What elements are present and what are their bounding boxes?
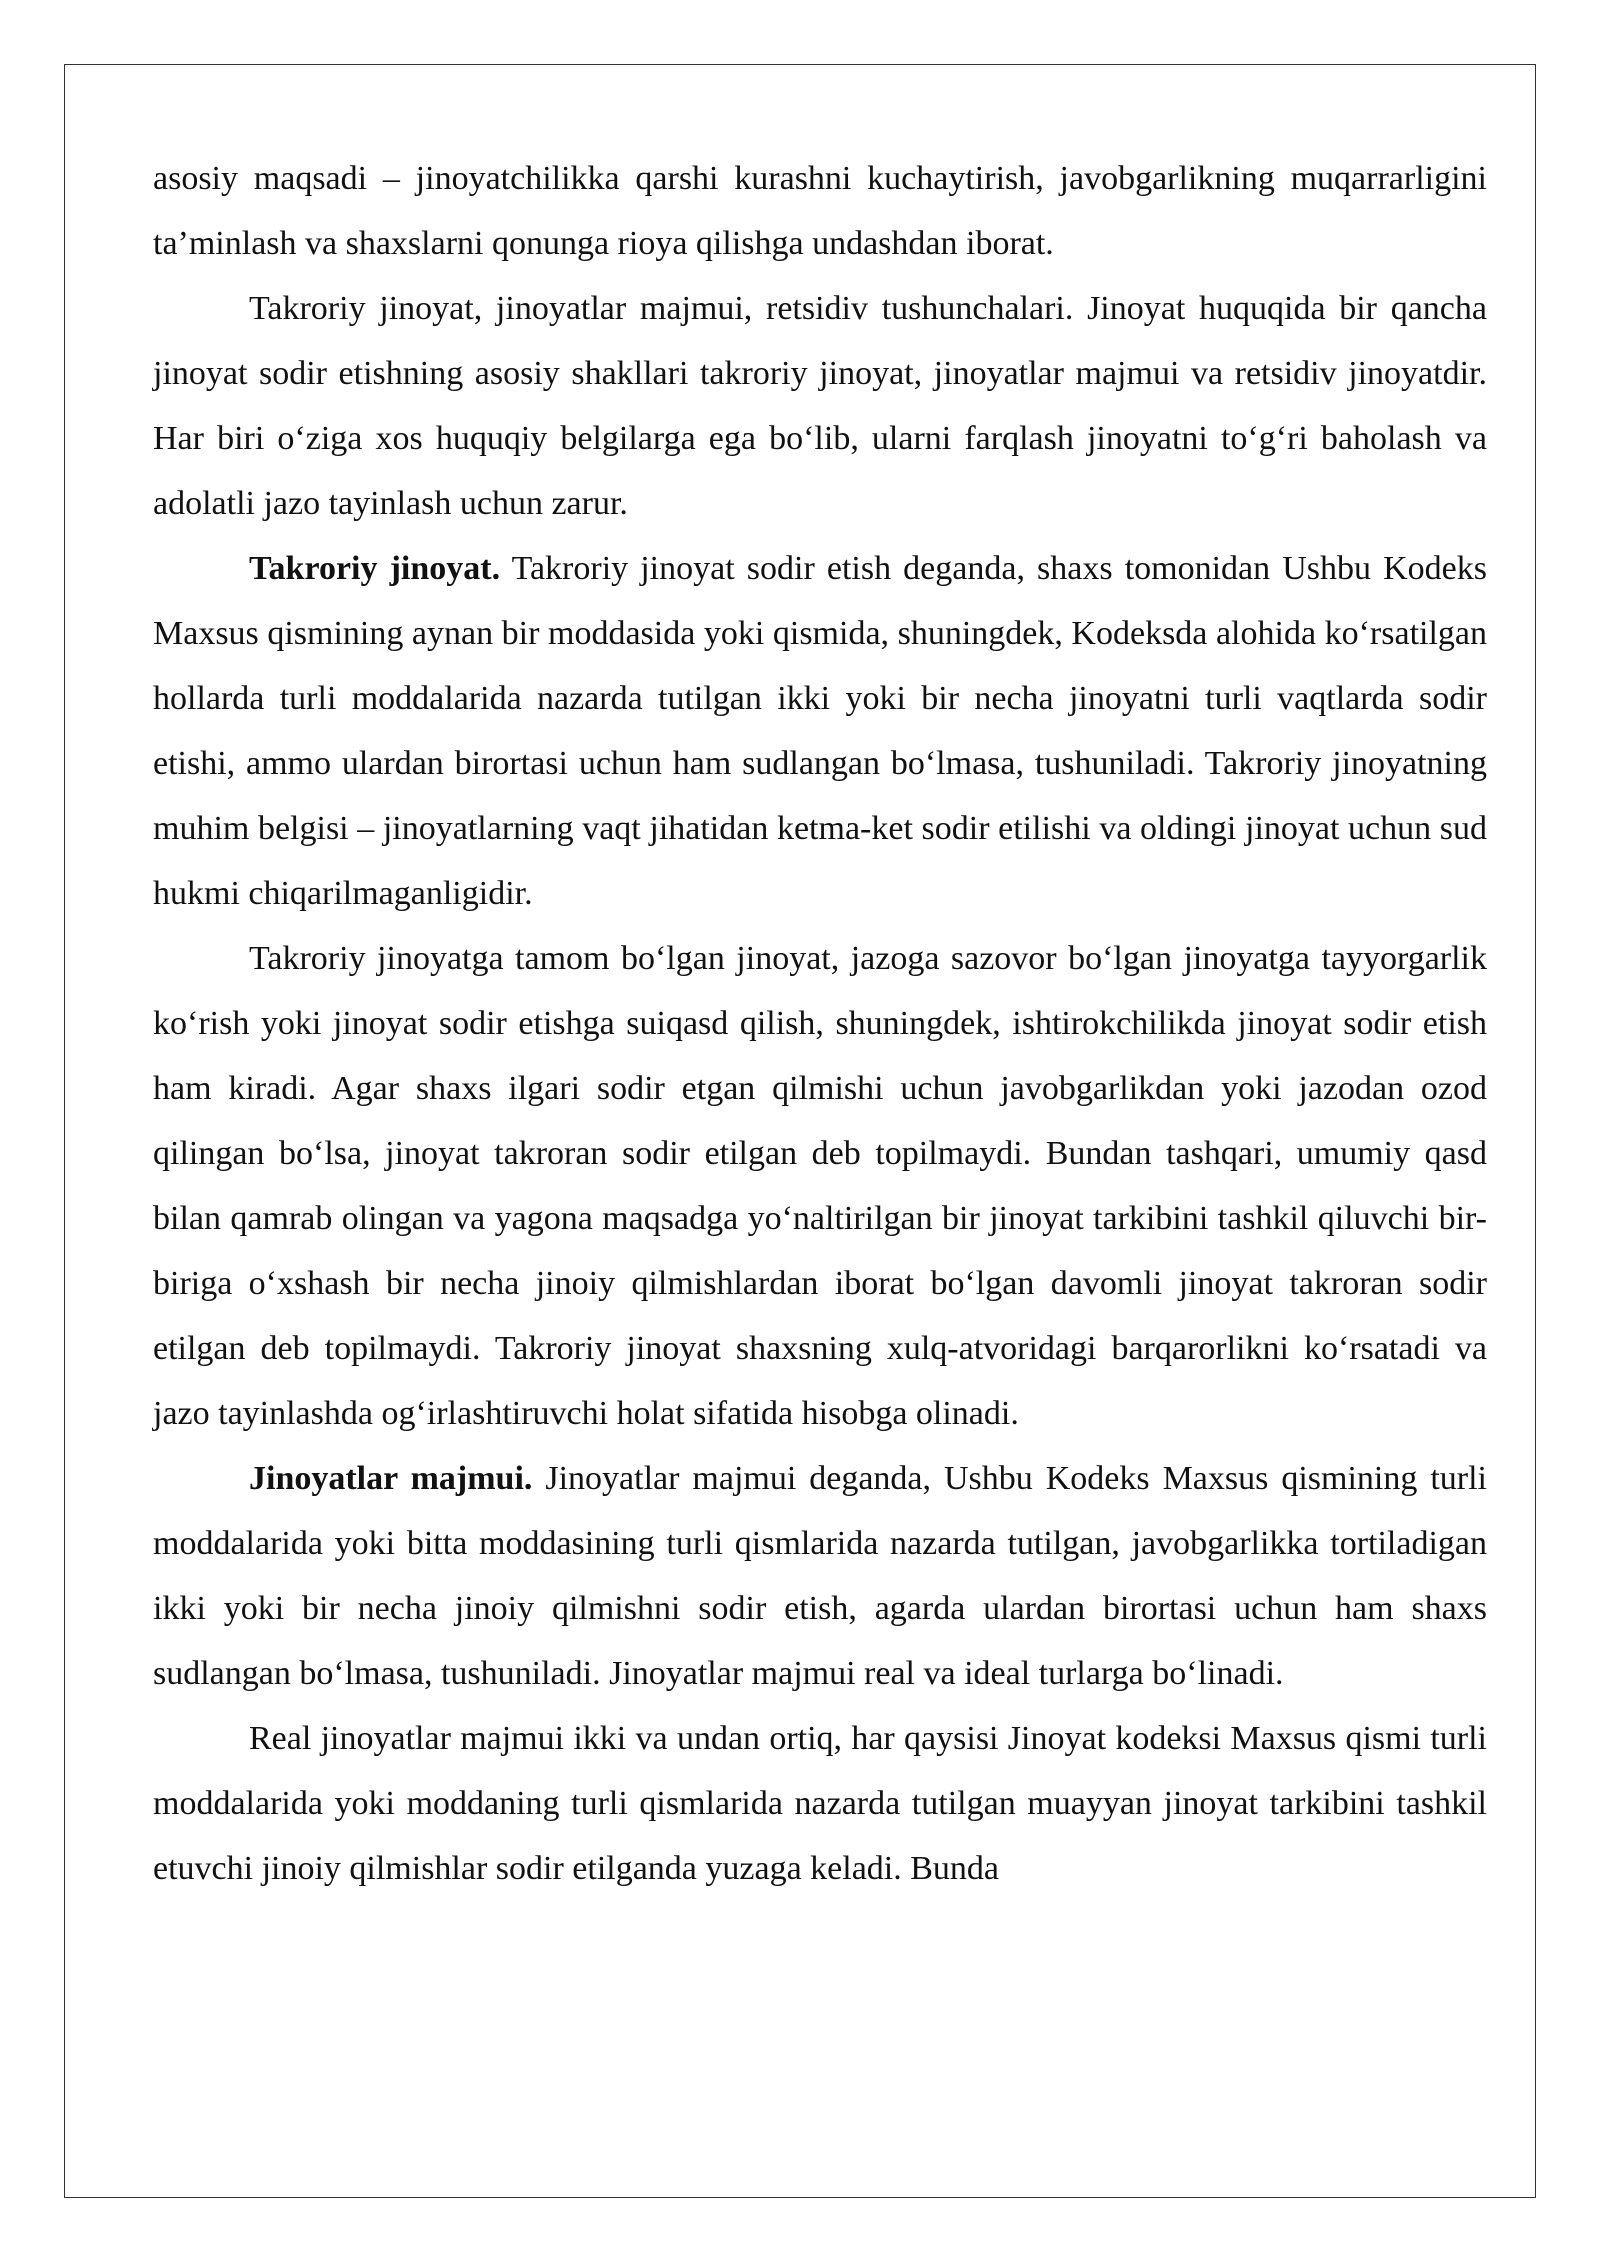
paragraph-repeated-crime-details [153, 926, 1487, 1446]
paragraph-text: Takroriy jinoyat sodir etish deganda, shaxs tomonidan Ushbu Kodeks Maxsus qismining aynan bir moddasida yoki qismida, shuningdek, Kodeksda alohida ko‘rsatilgan hollarda turli moddalarida nazarda tutilgan ikki yoki bir necha jinoyatni turli vaqtlarda sodir etishi, ammo ulardan birortasi uchun ham sudlangan bo‘lmasa, tushuniladi. Takroriy jinoyatning muhim belgisi – jinoyatlarning vaqt jihatidan ketma-ket sodir etilishi va oldingi jinoyat uchun sud hukmi chiqarilmaganligidir. [153, 550, 1487, 912]
paragraph-text: Real jinoyatlar majmui ikki va undan ortiq, har qaysisi Jinoyat kodeksi Maxsus qismi turli moddalarida yoki moddaning turli qismlarida nazarda tutilgan muayyan jinoyat tarkibini tashkil etuvchi jinoiy qilmishlar sodir etilganda yuzaga keladi. Bunda [153, 1720, 1487, 1887]
paragraph-crime-aggregate [153, 1446, 1487, 1706]
paragraph-real-aggregate [153, 1706, 1487, 1901]
paragraph-text: Takroriy jinoyatga tamom bo‘lgan jinoyat, jazoga sazovor bo‘lgan jinoyatga tayyorgarlik ko‘rish yoki jinoyat sodir etishga suiqasd qilish, shuningdek, ishtirokchilikda jinoyat sodir etish ham kiradi. Agar shaxs ilgari sodir etgan qilmishi uchun javobgarlikdan yoki jazodan ozod qilingan bo‘lsa, jinoyat takroran sodir etilgan deb topilmaydi. Bundan tashqari, umumiy qasd bilan qamrab olingan va yagona maqsadga yo‘naltirilgan bir jinoyat tarkibini tashkil qiluvchi bir-biriga o‘xshash bir necha jinoiy qilmishlardan iborat bo‘lgan davomli jinoyat takroran sodir etilgan deb topilmaydi. Takroriy jinoyat shaxsning xulq-atvoridagi barqarorlikni ko‘rsatadi va jazo tayinlashda og‘irlashtiruvchi holat sifatida hisobga olinadi. [153, 940, 1487, 1432]
paragraph-heading: Takroriy jinoyat. [249, 550, 501, 587]
paragraph-repeated-crime [153, 536, 1487, 926]
paragraph-text: Takroriy jinoyat, jinoyatlar majmui, retsidiv tushunchalari. Jinoyat huquqida bir qancha jinoyat sodir etishning asosiy shakllari takroriy jinoyat, jinoyatlar majmui va retsidiv jinoyatdir. Har biri o‘ziga xos huquqiy belgilarga ega bo‘lib, ularni farqlash jinoyatni to‘g‘ri baholash va adolatli jazo tayinlash uchun zarur. [153, 290, 1487, 522]
paragraph-concepts [153, 276, 1487, 536]
paragraph-intro-continuation [153, 146, 1487, 276]
document-body [153, 146, 1487, 1901]
paragraph-text: asosiy maqsadi – jinoyatchilikka qarshi kurashni kuchaytirish, javobgarlikning muqarrarligini ta’minlash va shaxslarni qonunga rioya qilishga undashdan iborat. [153, 160, 1487, 262]
paragraph-text: Jinoyatlar majmui deganda, Ushbu Kodeks Maxsus qismining turli moddalarida yoki bitta moddasining turli qismlarida nazarda tutilgan, javobgarlikka tortiladigan ikki yoki bir necha jinoiy qilmishni sodir etish, agarda ulardan birortasi uchun ham shaxs sudlangan bo‘lmasa, tushuniladi. Jinoyatlar majmui real va ideal turlarga bo‘linadi. [153, 1460, 1487, 1692]
paragraph-heading: Jinoyatlar majmui. [249, 1460, 533, 1497]
